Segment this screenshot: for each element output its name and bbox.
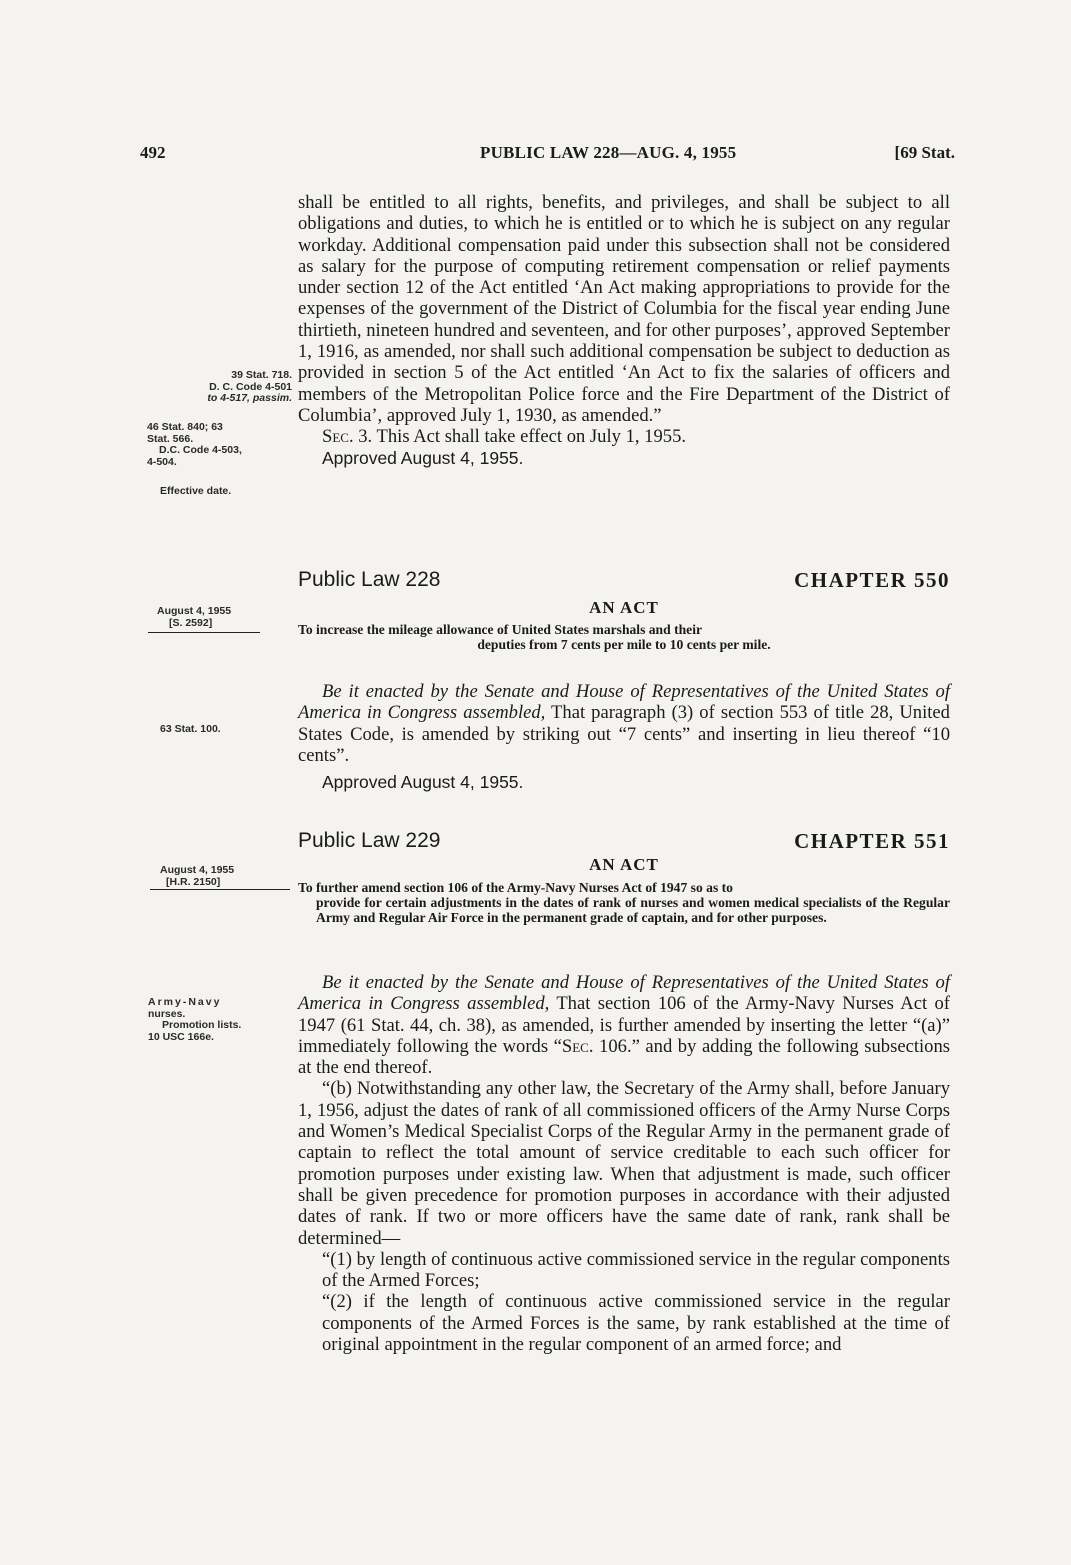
margin-note-line: to 4-517, passim.	[207, 392, 292, 404]
item-2: “(2) if the length of continuous active commissioned service in the regular components of the Armed Forces is the same, by rank established at the time of original appointment in the regular component of an armed force; and	[322, 1291, 950, 1356]
section-3-text: This Act shall take effect on July 1, 1955.	[372, 426, 687, 448]
act-purpose	[298, 622, 950, 652]
public-law-number: Public Law 228	[298, 568, 441, 591]
margin-divider	[150, 889, 290, 890]
enacting-text: That section 106 of the Army-Navy Nurses Act of 1947 (61 Stat. 44, ch. 38), as amended, is further amended by inserting the letter “(a)” immediately following the words “	[298, 993, 950, 1057]
margin-note-subject	[148, 997, 298, 1043]
margin-date: August 4, 1955	[160, 864, 235, 876]
margin-date-pl228	[157, 606, 307, 629]
enacting-text: That paragraph (3) of section 553 of title 28, United States Code, is amended by striking out “7 cents” and inserting in lieu thereof “10 cents”.	[298, 702, 950, 766]
margin-bill: [H.R. 2150]	[166, 875, 221, 888]
page-header	[140, 143, 955, 173]
margin-cite-pl228: 63 Stat. 100.	[160, 723, 221, 735]
purpose-line: To increase the mileage allowance of United States marshals and their	[298, 622, 703, 637]
margin-note-line: nurses.	[148, 1007, 186, 1020]
running-title: PUBLIC LAW 228—AUG. 4, 1955	[480, 143, 737, 162]
enacting-text: ” and by adding the following subsections at the end thereof.	[298, 1035, 950, 1079]
margin-note-line: Promotion lists.	[162, 1019, 242, 1031]
volume-reference: [69 Stat.	[894, 143, 955, 162]
continued-paragraph: shall be entitled to all rights, benefits, and privileges, and shall be subject to all obligations and duties, to which he is entitled or to which he is subject on any regular workday. Additional compensation paid under this subsection shall not be considered as salary for the purpose of computing retirement compensation or relief payments under section 12 of the Act entitled ‘An Act making appropriations to provide for the expenses of the government of the District of Columbia for the fiscal year ending June thirtieth, nineteen hundred and seventeen, and for other purposes’, approved September 1, 1916, as amended, nor shall such additional compensation be subject to deduction as provided in section 5 of the Act entitled ‘An Act to fix the salaries of officers and members of the Metropolitan Police force and the Fire Department of the District of Columbia’, approved July 1, 1930, as amended.”	[298, 192, 950, 426]
continued-section	[298, 192, 950, 469]
margin-note-line: 39 Stat. 718.	[231, 369, 292, 381]
list-item	[298, 1249, 950, 1292]
approval-line: Approved August 4, 1955.	[322, 772, 524, 793]
item-1: “(1) by length of continuous active commissioned service in the regular components of the Armed Forces;	[322, 1248, 950, 1292]
purpose-line: provide for certain adjustments in the dates of rank of nurses and women medical specialists of the Regular Army and Regular Air Force in the permanent grade of captain, and for other purposes.	[316, 895, 950, 925]
margin-note-line: Stat. 566.	[147, 432, 194, 445]
section-label: Sec. 106.	[561, 1035, 632, 1057]
margin-note-line: 10 USC 166e.	[148, 1030, 214, 1043]
chapter-number: CHAPTER 550	[794, 568, 950, 592]
enacting-italic: Be it enacted by the Senate and House of Representatives of the United States of America in Congress assembled,	[298, 681, 950, 724]
list-item	[298, 1291, 950, 1355]
margin-note-line: Army-Navy	[148, 996, 222, 1008]
page-number: 492	[140, 143, 166, 162]
margin-note-citation-2	[147, 422, 297, 468]
enacting-clause	[298, 681, 950, 766]
pl229-body	[298, 972, 950, 1355]
purpose-line: To further amend section 106 of the Army-Navy Nurses Act of 1947 so as to	[298, 880, 733, 895]
margin-note-line: D. C. Code 4-501	[209, 380, 292, 393]
purpose-line: deputies from 7 cents per mile to 10 cents per mile.	[477, 637, 771, 652]
chapter-number: CHAPTER 551	[794, 829, 950, 853]
margin-divider	[148, 632, 260, 633]
margin-note-effective-date: Effective date.	[160, 485, 232, 497]
section-label: Sec. 3.	[322, 426, 373, 448]
margin-bill: [S. 2592]	[169, 616, 213, 629]
section-3	[298, 426, 950, 447]
approval-line: Approved August 4, 1955.	[322, 447, 524, 468]
margin-note-line: 4-504.	[147, 455, 177, 468]
enacting-clause	[298, 972, 950, 1078]
margin-date-pl229	[160, 865, 310, 888]
margin-note-line: D.C. Code 4-503,	[159, 444, 242, 456]
an-act-heading: AN ACT	[589, 598, 659, 617]
margin-note-line: 46 Stat. 840; 63	[147, 421, 223, 433]
margin-note-citation-1	[142, 370, 292, 405]
an-act-heading: AN ACT	[589, 855, 659, 874]
subsection-b: “(b) Notwithstanding any other law, the Secretary of the Army shall, before January 1, 1956, adjust the dates of rank of all commissioned officers of the Army Nurse Corps and Women’s Medical Specialist Corps of the Regular Army in the permanent grade of captain to reflect the total amount of service creditable to each such officer for promotion purposes under existing law. When that adjustment is made, such officer shall be given precedence for promotion purposes in accordance with their adjusted dates of rank. If two or more officers have the same date of rank, rank shall be determined—	[298, 1078, 950, 1249]
public-law-number: Public Law 229	[298, 829, 441, 852]
enacting-italic: Be it enacted by the Senate and House of Representatives of the United States of America in Congress assembled,	[298, 972, 950, 1015]
act-purpose	[298, 880, 950, 925]
pl228-body	[298, 681, 950, 793]
margin-date: August 4, 1955	[157, 605, 232, 617]
